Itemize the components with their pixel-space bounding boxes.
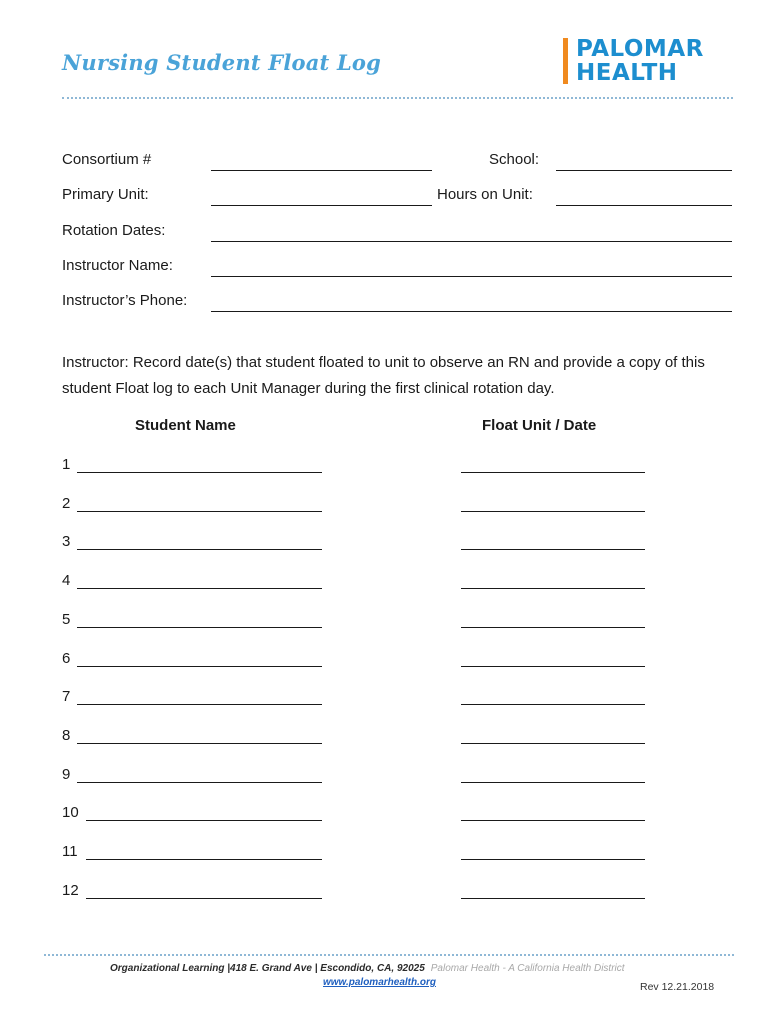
row-number: 3	[62, 533, 71, 551]
row-number: 6	[62, 649, 71, 667]
student-name-field[interactable]	[86, 898, 322, 899]
consortium-field[interactable]	[211, 170, 432, 171]
student-name-header: Student Name	[135, 417, 236, 434]
student-name-field[interactable]	[77, 743, 322, 744]
student-name-field[interactable]	[77, 549, 322, 550]
student-name-field[interactable]	[77, 472, 322, 473]
float-unit-date-field[interactable]	[461, 627, 645, 628]
float-unit-date-field[interactable]	[461, 898, 645, 899]
float-unit-date-field[interactable]	[461, 859, 645, 860]
float-unit-date-field[interactable]	[461, 704, 645, 705]
row-number: 8	[62, 726, 71, 744]
logo-accent-bar	[563, 38, 568, 84]
student-name-field[interactable]	[77, 627, 322, 628]
consortium-label: Consortium #	[62, 151, 152, 168]
school-label: School:	[489, 151, 540, 168]
row-number: 1	[62, 456, 71, 473]
hours-on-unit-field[interactable]	[556, 205, 732, 206]
row-number: 4	[62, 572, 71, 590]
primary-unit-label: Primary Unit:	[62, 186, 149, 203]
footer-address-text: Organizational Learning |418 E. Grand Ave | Escondido, CA, 92025	[110, 963, 425, 974]
float-unit-date-field[interactable]	[461, 588, 645, 589]
instructor-phone-label: Instructor’s Phone:	[62, 292, 188, 309]
float-unit-date-field[interactable]	[461, 782, 645, 783]
instructor-phone-field[interactable]	[211, 311, 732, 312]
student-name-field[interactable]	[77, 511, 322, 512]
student-name-field[interactable]	[77, 704, 322, 705]
school-field[interactable]	[556, 170, 732, 171]
student-name-field[interactable]	[77, 666, 322, 667]
footer-divider	[44, 954, 734, 956]
palomar-health-logo	[563, 36, 723, 86]
logo-text-health: HEALTH	[576, 60, 678, 86]
row-number: 7	[62, 688, 71, 706]
float-unit-date-field[interactable]	[461, 472, 645, 473]
float-unit-date-field[interactable]	[461, 549, 645, 550]
rotation-dates-field[interactable]	[211, 241, 732, 242]
row-number: 5	[62, 610, 71, 628]
primary-unit-field[interactable]	[211, 205, 432, 206]
float-unit-date-field[interactable]	[461, 511, 645, 512]
logo-text-palomar: PALOMAR	[576, 36, 704, 62]
hours-on-unit-label: Hours on Unit:	[437, 186, 533, 203]
footer-address	[110, 963, 625, 974]
instructor-name-label: Instructor Name:	[62, 257, 173, 274]
page-title: Nursing Student Float Log	[62, 50, 382, 75]
float-unit-date-header: Float Unit / Date	[482, 417, 597, 434]
revision-date: Rev 12.21.2018	[640, 981, 715, 993]
row-number: 10	[62, 804, 79, 822]
row-number: 9	[62, 765, 71, 783]
rotation-dates-label: Rotation Dates:	[62, 222, 166, 239]
row-number: 12	[62, 881, 79, 899]
student-name-field[interactable]	[86, 820, 322, 821]
student-name-field[interactable]	[86, 859, 322, 860]
float-unit-date-field[interactable]	[461, 743, 645, 744]
instructions-text: Instructor: Record date(s) that student floated to unit to observe an RN and provide a copy of this student Float log to each Unit Manager during the first clinical rotation day.	[62, 354, 705, 397]
student-name-field[interactable]	[77, 782, 322, 783]
row-number: 11	[62, 843, 78, 860]
website-link[interactable]: www.palomarhealth.org	[323, 977, 436, 988]
float-unit-date-field[interactable]	[461, 666, 645, 667]
float-unit-date-field[interactable]	[461, 820, 645, 821]
header-divider	[62, 97, 733, 99]
footer-district: Palomar Health - A California Health District	[430, 963, 625, 974]
instructor-name-field[interactable]	[211, 276, 732, 277]
student-name-field[interactable]	[77, 588, 322, 589]
row-number: 2	[62, 494, 71, 512]
